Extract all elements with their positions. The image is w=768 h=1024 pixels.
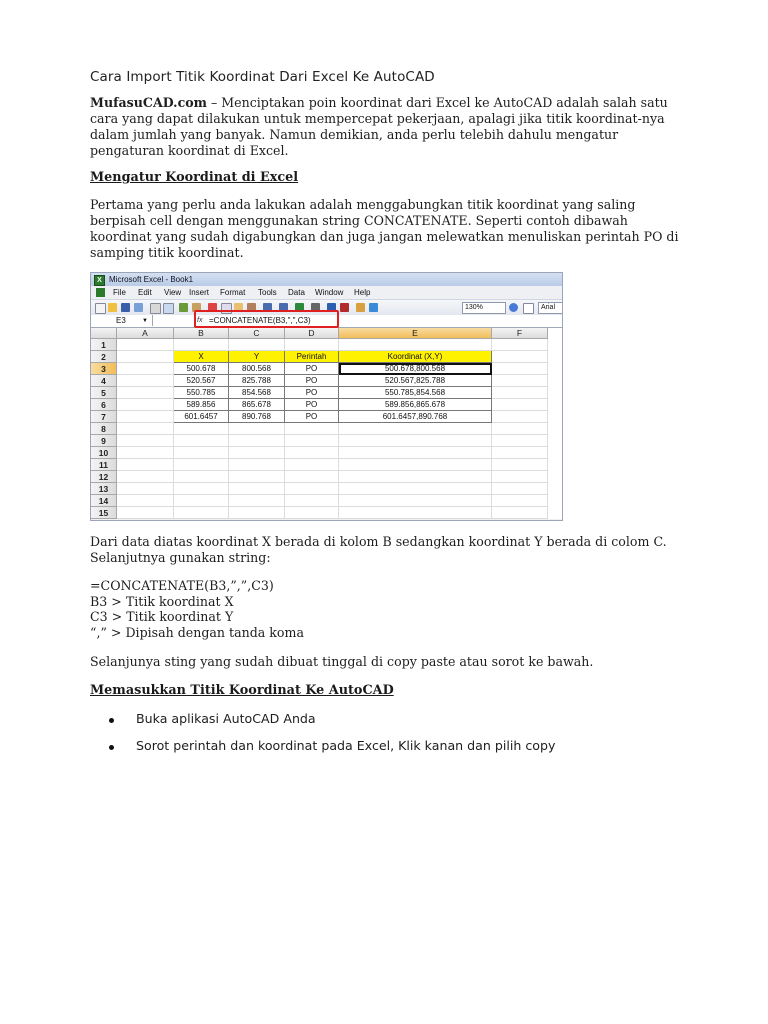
cell-f8[interactable] xyxy=(492,423,548,435)
cell-f6[interactable] xyxy=(492,399,548,411)
cell-c3[interactable]: 800.568 xyxy=(229,363,285,375)
cell-a10[interactable] xyxy=(117,447,174,459)
spelling-icon[interactable] xyxy=(179,303,188,312)
row-header-8[interactable]: 8 xyxy=(91,423,117,435)
cell-d9[interactable] xyxy=(285,435,339,447)
save-icon[interactable] xyxy=(121,303,130,312)
drawing-icon[interactable] xyxy=(369,303,378,312)
cell-c5[interactable]: 854.568 xyxy=(229,387,285,399)
toolbar-options-icon[interactable] xyxy=(523,303,534,314)
cell-a4[interactable] xyxy=(117,375,174,387)
open-icon[interactable] xyxy=(108,303,117,312)
cell-f14[interactable] xyxy=(492,495,548,507)
cell-c8[interactable] xyxy=(229,423,285,435)
menu-format[interactable]: Format xyxy=(220,288,246,297)
section-heading-excel: Mengatur Koordinat di Excel xyxy=(90,170,299,185)
row-header-5[interactable]: 5 xyxy=(91,387,117,399)
grid-right-edge xyxy=(548,328,563,519)
cell-f5[interactable] xyxy=(492,387,548,399)
cell-d1[interactable] xyxy=(285,339,339,351)
paragraph-concatenate: Pertama yang perlu anda lakukan adalah menggabungkan titik koordinat yang saling berpisah cell dengan menggunakan string CONCATENATE. Seperti contoh dibawah koordinat yang sudah digabungkan dan juga jangan melewatkan menuliskan perintah PO di samping titik koordinat. xyxy=(90,197,679,260)
name-box-dropdown-icon[interactable]: ▼ xyxy=(142,318,148,324)
row-header-1[interactable]: 1 xyxy=(91,339,117,351)
cell-b8[interactable] xyxy=(174,423,229,435)
brand-name: MufasuCAD.com xyxy=(90,95,207,110)
cell-c13[interactable] xyxy=(229,483,285,495)
cell-e13[interactable] xyxy=(339,483,492,495)
cell-d11[interactable] xyxy=(285,459,339,471)
cell-c6[interactable]: 865.678 xyxy=(229,399,285,411)
cell-d2[interactable]: Perintah xyxy=(285,351,339,363)
cell-a11[interactable] xyxy=(117,459,174,471)
cell-e10[interactable] xyxy=(339,447,492,459)
menu-window[interactable]: Window xyxy=(315,288,344,297)
section-heading-autocad: Memasukkan Titik Koordinat Ke AutoCAD xyxy=(90,683,394,698)
sort-descending-icon[interactable] xyxy=(340,303,349,312)
print-icon[interactable] xyxy=(150,303,161,314)
cell-e7[interactable]: 601.6457,890.768 xyxy=(339,411,492,423)
cell-a12[interactable] xyxy=(117,471,174,483)
cell-c11[interactable] xyxy=(229,459,285,471)
excel-screenshot xyxy=(90,272,563,521)
cell-e8[interactable] xyxy=(339,423,492,435)
menu-insert[interactable]: Insert xyxy=(189,288,210,297)
cell-d8[interactable] xyxy=(285,423,339,435)
cell-b9[interactable] xyxy=(174,435,229,447)
formula-line: B3 > Titik koordinat X xyxy=(90,594,234,609)
fx-icon[interactable]: fx xyxy=(197,317,203,324)
cell-d15[interactable] xyxy=(285,507,339,519)
cell-d10[interactable] xyxy=(285,447,339,459)
column-header-a[interactable]: A xyxy=(117,328,174,339)
excel-app-icon: X xyxy=(94,275,105,286)
cell-f9[interactable] xyxy=(492,435,548,447)
paragraph-columns: Dari data diatas koordinat X berada di kolom B sedangkan koordinat Y berada di colom C. Selanjutnya gunakan string: xyxy=(90,534,667,565)
cell-c10[interactable] xyxy=(229,447,285,459)
bullet-text: Buka aplikasi AutoCAD Anda xyxy=(136,711,316,726)
cell-c2[interactable]: Y xyxy=(229,351,285,363)
row-header-3[interactable]: 3 xyxy=(91,363,117,375)
zoom-select[interactable]: 130% xyxy=(462,302,506,314)
formula-line: =CONCATENATE(B3,”,”,C3) xyxy=(90,578,274,593)
cell-a8[interactable] xyxy=(117,423,174,435)
cell-e6[interactable]: 589.856,865.678 xyxy=(339,399,492,411)
cell-a3[interactable] xyxy=(117,363,174,375)
cell-a2[interactable] xyxy=(117,351,174,363)
name-box-value: E3 xyxy=(116,316,126,325)
cell-f13[interactable] xyxy=(492,483,548,495)
cell-d7[interactable]: PO xyxy=(285,411,339,423)
row-header-14[interactable]: 14 xyxy=(91,495,117,507)
cell-f11[interactable] xyxy=(492,459,548,471)
row-header-9[interactable]: 9 xyxy=(91,435,117,447)
cell-e15[interactable] xyxy=(339,507,492,519)
menu-help[interactable]: Help xyxy=(354,288,371,297)
cell-a15[interactable] xyxy=(117,507,174,519)
cell-d14[interactable] xyxy=(285,495,339,507)
intro-text: – Menciptakan poin koordinat dari Excel ke AutoCAD adalah salah satu cara yang dapat dilakukan untuk mempercepat pekerjaan, apalagi jika titik koordinat-nya dalam jumlah yang banyak. Namun demikian, anda perlu telebih dahulu mengatur pengaturan koordinat di Excel. xyxy=(90,95,668,158)
column-header-b[interactable]: B xyxy=(174,328,229,339)
cell-b2[interactable]: X xyxy=(174,351,229,363)
cell-c12[interactable] xyxy=(229,471,285,483)
cell-a9[interactable] xyxy=(117,435,174,447)
cell-b6[interactable]: 589.856 xyxy=(174,399,229,411)
name-box[interactable] xyxy=(91,315,153,326)
cell-e14[interactable] xyxy=(339,495,492,507)
cell-e9[interactable] xyxy=(339,435,492,447)
cell-d5[interactable]: PO xyxy=(285,387,339,399)
cell-f7[interactable] xyxy=(492,411,548,423)
select-all-corner[interactable] xyxy=(91,328,117,339)
cell-d3[interactable]: PO xyxy=(285,363,339,375)
cell-b15[interactable] xyxy=(174,507,229,519)
cell-e4[interactable]: 520.567,825.788 xyxy=(339,375,492,387)
menu-tools[interactable]: Tools xyxy=(258,288,277,297)
excel-menu-bar xyxy=(91,286,562,299)
row-header-13[interactable]: 13 xyxy=(91,483,117,495)
cell-c14[interactable] xyxy=(229,495,285,507)
column-header-f[interactable]: F xyxy=(492,328,548,339)
cell-d12[interactable] xyxy=(285,471,339,483)
cell-a1[interactable] xyxy=(117,339,174,351)
cell-f2[interactable] xyxy=(492,351,548,363)
cell-f12[interactable] xyxy=(492,471,548,483)
cell-c15[interactable] xyxy=(229,507,285,519)
bullet-dot-icon xyxy=(109,745,114,750)
intro-paragraph xyxy=(90,95,690,159)
cell-e2[interactable]: Koordinat (X,Y) xyxy=(339,351,492,363)
permission-icon[interactable] xyxy=(134,303,143,312)
cell-c9[interactable] xyxy=(229,435,285,447)
cell-a5[interactable] xyxy=(117,387,174,399)
menu-edit[interactable]: Edit xyxy=(138,288,152,297)
cell-a14[interactable] xyxy=(117,495,174,507)
cell-b5[interactable]: 550.785 xyxy=(174,387,229,399)
row-header-6[interactable]: 6 xyxy=(91,399,117,411)
column-header-d[interactable]: D xyxy=(285,328,339,339)
cell-d6[interactable]: PO xyxy=(285,399,339,411)
row-header-10[interactable]: 10 xyxy=(91,447,117,459)
cell-b13[interactable] xyxy=(174,483,229,495)
cell-b4[interactable]: 520.567 xyxy=(174,375,229,387)
cell-a6[interactable] xyxy=(117,399,174,411)
formula-line: “,” > Dipisah dengan tanda koma xyxy=(90,625,304,640)
cell-c1[interactable] xyxy=(229,339,285,351)
cell-e12[interactable] xyxy=(339,471,492,483)
document-title: Cara Import Titik Koordinat Dari Excel Ke AutoCAD xyxy=(90,69,435,85)
row-header-4[interactable]: 4 xyxy=(91,375,117,387)
cell-b1[interactable] xyxy=(174,339,229,351)
row-header-11[interactable]: 11 xyxy=(91,459,117,471)
cell-e3[interactable]: 500.678,800.568 xyxy=(339,363,492,375)
cell-f3[interactable] xyxy=(492,363,548,375)
help-icon[interactable] xyxy=(509,303,518,312)
cell-c4[interactable]: 825.788 xyxy=(229,375,285,387)
cell-f4[interactable] xyxy=(492,375,548,387)
cell-b7[interactable]: 601.6457 xyxy=(174,411,229,423)
row-header-2[interactable]: 2 xyxy=(91,351,117,363)
row-header-12[interactable]: 12 xyxy=(91,471,117,483)
row-header-15[interactable]: 15 xyxy=(91,507,117,519)
cell-b11[interactable] xyxy=(174,459,229,471)
menu-view[interactable]: View xyxy=(164,288,182,297)
cell-b10[interactable] xyxy=(174,447,229,459)
cell-d4[interactable]: PO xyxy=(285,375,339,387)
column-header-c[interactable]: C xyxy=(229,328,285,339)
cell-b12[interactable] xyxy=(174,471,229,483)
cell-c7[interactable]: 890.768 xyxy=(229,411,285,423)
cell-f10[interactable] xyxy=(492,447,548,459)
formula-line: C3 > Titik koordinat Y xyxy=(90,609,234,624)
cell-e5[interactable]: 550.785,854.568 xyxy=(339,387,492,399)
excel-doc-icon xyxy=(96,288,105,297)
excel-window-title: Microsoft Excel - Book1 xyxy=(109,275,194,284)
excel-title-bar xyxy=(91,273,562,286)
bullet-dot-icon xyxy=(109,718,114,723)
cell-e1[interactable] xyxy=(339,339,492,351)
column-header-e[interactable]: E xyxy=(339,328,492,339)
menu-file[interactable]: File xyxy=(113,288,126,297)
new-icon[interactable] xyxy=(95,303,106,314)
cell-a13[interactable] xyxy=(117,483,174,495)
cell-a7[interactable] xyxy=(117,411,174,423)
cell-e11[interactable] xyxy=(339,459,492,471)
chart-wizard-icon[interactable] xyxy=(356,303,365,312)
cell-b3[interactable]: 500.678 xyxy=(174,363,229,375)
row-header-7[interactable]: 7 xyxy=(91,411,117,423)
cell-f1[interactable] xyxy=(492,339,548,351)
paragraph-copy: Selanjunya sting yang sudah dibuat tinggal di copy paste atau sorot ke bawah. xyxy=(90,654,594,669)
menu-data[interactable]: Data xyxy=(288,288,305,297)
font-select[interactable]: Arial xyxy=(538,302,563,314)
cell-f15[interactable] xyxy=(492,507,548,519)
bullet-text: Sorot perintah dan koordinat pada Excel, Klik kanan dan pilih copy xyxy=(136,738,556,753)
cell-b14[interactable] xyxy=(174,495,229,507)
cell-d13[interactable] xyxy=(285,483,339,495)
formula-highlight-box xyxy=(194,310,339,328)
print-preview-icon[interactable] xyxy=(163,303,174,314)
formula-input[interactable]: =CONCATENATE(B3,",",C3) xyxy=(209,316,311,325)
